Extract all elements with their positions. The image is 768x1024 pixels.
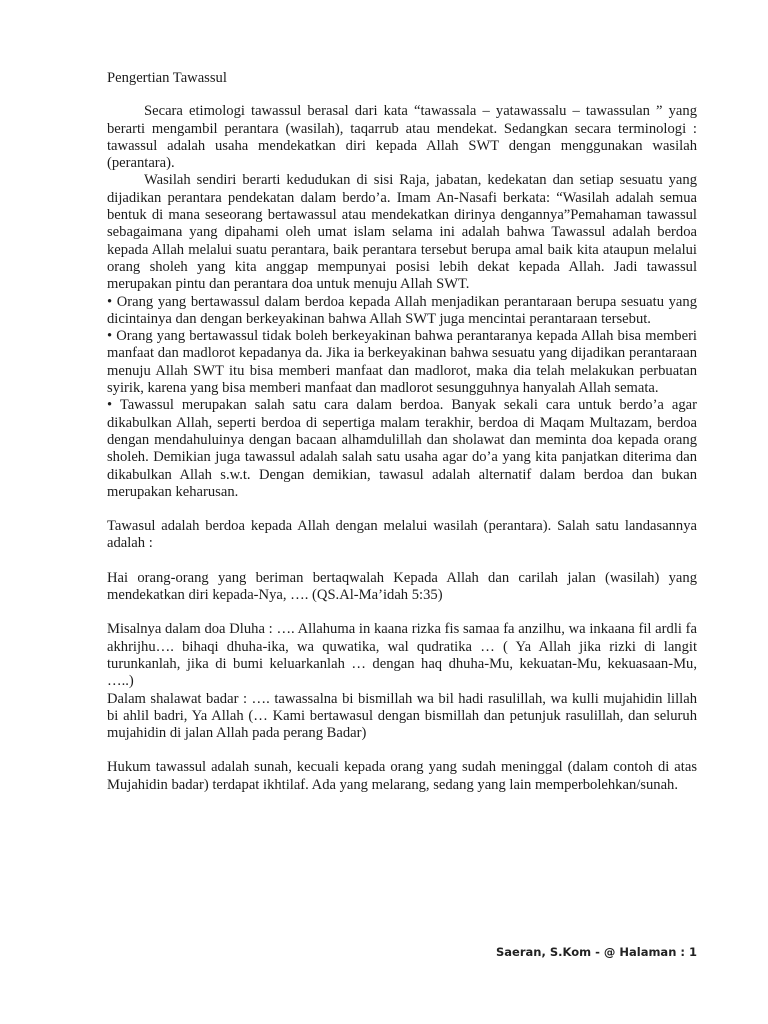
page-footer: Saeran, S.Kom - @ Halaman : 1 xyxy=(496,945,697,959)
bullet-paragraph-3: • Tawassul merupakan salah satu cara dalam berdoa. Banyak sekali cara untuk berdo’a agar dikabulkan Allah, seperti berdoa di sepertiga malam terakhir, berdoa di Maqam Multazam, berdoa dengan mendahuluinya dengan bacaan alhamdulillah dan sholawat dan meminta doa kepada orang sholeh. Demikian juga tawassul adalah salah satu usaha agar do’a yang kita panjatkan diterima dan dikabulkan Allah s.w.t. Dengan demikian, tawasul adalah alternatif dalam berdoa dan bukan merupakan keharusan. xyxy=(107,397,697,500)
paragraph-hukum: Hukum tawassul adalah sunah, kecuali kepada orang yang sudah meninggal (dalam contoh di atas Mujahidin badar) terdapat ikhtilaf. Ada yang melarang, sedang yang lain memperbolehkan/sunah. xyxy=(107,759,697,793)
paragraph-quran-verse: Hai orang-orang yang beriman bertaqwalah Kepada Allah dan carilah jalan (wasilah) yang mendekatkan diri kepada-Nya, …. (QS.Al-Ma’idah 5:35) xyxy=(107,569,697,604)
paragraph-etimologi: Secara etimologi tawassul berasal dari kata “tawassala – yatawassalu – tawassulan ” yang berarti mengambil perantara (wasilah), taqarrub atau mendekat. Sedangkan secara terminologi : tawassul adalah usaha mendekatkan diri kepada Allah SWT dengan menggunakan wasilah (perantara). xyxy=(107,103,697,172)
document-page xyxy=(107,70,697,794)
paragraph-shalawat-badar: Dalam shalawat badar : …. tawassalna bi bismillah wa bil hadi rasulillah, wa kulli mujahidin lillah bi ahlil badri, Ya Allah (… Kami bertawasul dengan bismillah dan petunjuk rasulillah, dan seluruh mujahidin di jalan Allah pada perang Badar) xyxy=(107,690,697,742)
bullet-paragraph-2: • Orang yang bertawassul tidak boleh berkeyakinan bahwa perantaranya kepada Allah bisa memberi manfaat dan madlorot kepadanya da. Jika ia berkeyakinan bahwa sesuatu yang dijadikan perantaraan menuju Allah SWT itu bisa memberi manfaat dan madlorot, maka dia telah melakukan perbuatan syirik, karena yang bisa memberi manfaat dan madlorot sesungguhnya hanyalah Allah semata. xyxy=(107,328,697,397)
spacer xyxy=(107,553,697,570)
bullet-paragraph-1: • Orang yang bertawassul dalam berdoa kepada Allah menjadikan perantaraan berupa sesuatu yang dicintainya dan dengan berkeyakinan bahwa Allah SWT juga mencintai perantaraan tersebut. xyxy=(107,293,697,327)
paragraph-doa-dluha: Misalnya dalam doa Dluha : …. Allahuma in kaana rizka fis samaa fa anzilhu, wa inkaana fil ardli fa akhrijhu…. bihaqi dhuha-ika, wa quwatika, wal qudratika … ( Ya Allah jika rizki di langit turunkanlah, jika di bumi keluarkanlah … dengan haq dhuha-Mu, kekuatan-Mu, kekuasaan-Mu, …..) xyxy=(107,621,697,690)
spacer xyxy=(107,501,697,518)
page-title: Pengertian Tawassul xyxy=(107,70,227,86)
paragraph-wasilah: Wasilah sendiri berarti kedudukan di sisi Raja, jabatan, kedekatan dan setiap sesuatu yang dijadikan perantara pendekatan dalam berdo’a. Imam An-Nasafi berkata: “Wasilah adalah semua bentuk di mana seseorang bertawassul atau mendekatkan dirinya dengannya”Pemahaman tawassul sebagaimana yang dipahami oleh umat islam selama ini adalah bahwa Tawassul adalah berdoa kepada Allah melalui suatu perantara, baik perantara tersebut berupa amal baik kita ataupun melalui orang sholeh yang kita anggap mempunyai posisi lebih dekat kepada Allah. Jadi tawassul merupakan pintu dan perantara doa untuk menuju Allah SWT. xyxy=(107,172,697,293)
spacer xyxy=(107,604,697,621)
spacer xyxy=(107,742,697,759)
paragraph-landasan: Tawasul adalah berdoa kepada Allah dengan melalui wasilah (perantara). Salah satu landasannya adalah : xyxy=(107,518,697,552)
